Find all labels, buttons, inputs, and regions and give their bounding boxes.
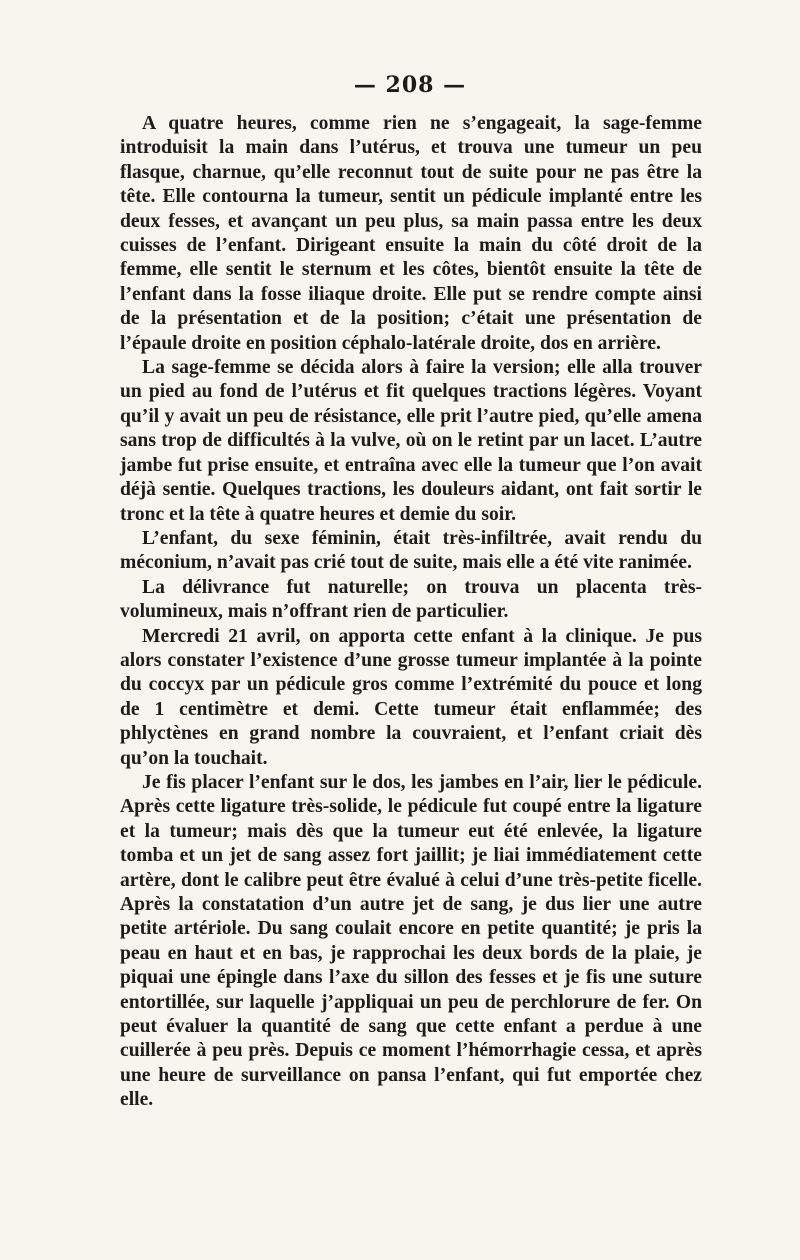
paragraph-6: Je fis placer l’enfant sur le dos, les jambes en l’air, lier le pédicule. Après cette ligature très-solide, le pédicule fut coupé entre la ligature et la tumeur; mais dès que la tumeur eut été enlevée, la ligature tomba et un jet de sang assez fort jaillit; je liai immédiatement cette artère, dont le calibre peut être évalué à celui d’une très-petite ficelle. Après la constatation d’un autre jet de sang, je dus lier une autre petite artériole. Du sang coulait encore en petite quantité; je pris la peau en haut et en bas, je rapprochai les deux bords de la plaie, je piquai une épingle dans l’axe du sillon des fesses et je fis une suture entortillée, sur laquelle j’appliquai un peu de perchlorure de fer. On peut évaluer la quantité de sang que cette enfant a perdue à une cuillerée à peu près. Depuis ce moment l’hémorrhagie cessa, et après une heure de surveillance on pansa l’enfant, qui fut emportée chez elle.: [120, 771, 702, 1111]
paragraph-5: Mercredi 21 avril, on apporta cette enfant à la clinique. Je pus alors constater l’existence d’une grosse tumeur implantée à la pointe du coccyx par un pédicule gros comme l’extrémité du pouce et long de 1 centimètre et demi. Cette tumeur était enflammée; des phlyctènes en grand nombre la couvraient, et l’enfant criait dès qu’on la touchait.: [120, 625, 702, 769]
paragraph-3: L’enfant, du sexe féminin, était très-infiltrée, avait rendu du méconium, n’avait pas crié tout de suite, mais elle a été vite ranimée.: [120, 527, 702, 574]
body-text: [120, 112, 702, 1113]
page-number: — 208 —: [353, 72, 467, 98]
paragraph-2: La sage-femme se décida alors à faire la version; elle alla trouver un pied au fond de l’utérus et fit quelques tractions légères. Voyant qu’il y avait un peu de résistance, elle prit l’autre pied, qu’elle amena sans trop de difficultés à la vulve, où on le retint par un lacet. L’autre jambe fut prise ensuite, et entraîna avec elle la tumeur que l’on avait déjà sentie. Quelques tractions, les douleurs aidant, ont fait sortir le tronc et la tête à quatre heures et demie du soir.: [120, 357, 702, 525]
paragraph-1: A quatre heures, comme rien ne s’engageait, la sage-femme introduisit la main dans l’utérus, et trouva une tumeur un peu flasque, charnue, qu’elle reconnut tout de suite pour ne pas être la tête. Elle contourna la tumeur, sentit un pédicule implanté entre les deux fesses, et avançant un peu plus, sa main passa entre les deux cuisses de l’enfant. Dirigeant ensuite la main du côté droit de la femme, elle sentit le sternum et les côtes, bientôt ensuite la tête de l’enfant dans la fosse iliaque droite. Elle put se rendre compte ainsi de la présentation et de la position; c’était une présentation de l’épaule droite en position céphalo-latérale droite, dos en arrière.: [120, 113, 702, 354]
paragraph-4: La délivrance fut naturelle; on trouva un placenta très-volumineux, mais n’offrant rien de particulier.: [120, 576, 702, 623]
